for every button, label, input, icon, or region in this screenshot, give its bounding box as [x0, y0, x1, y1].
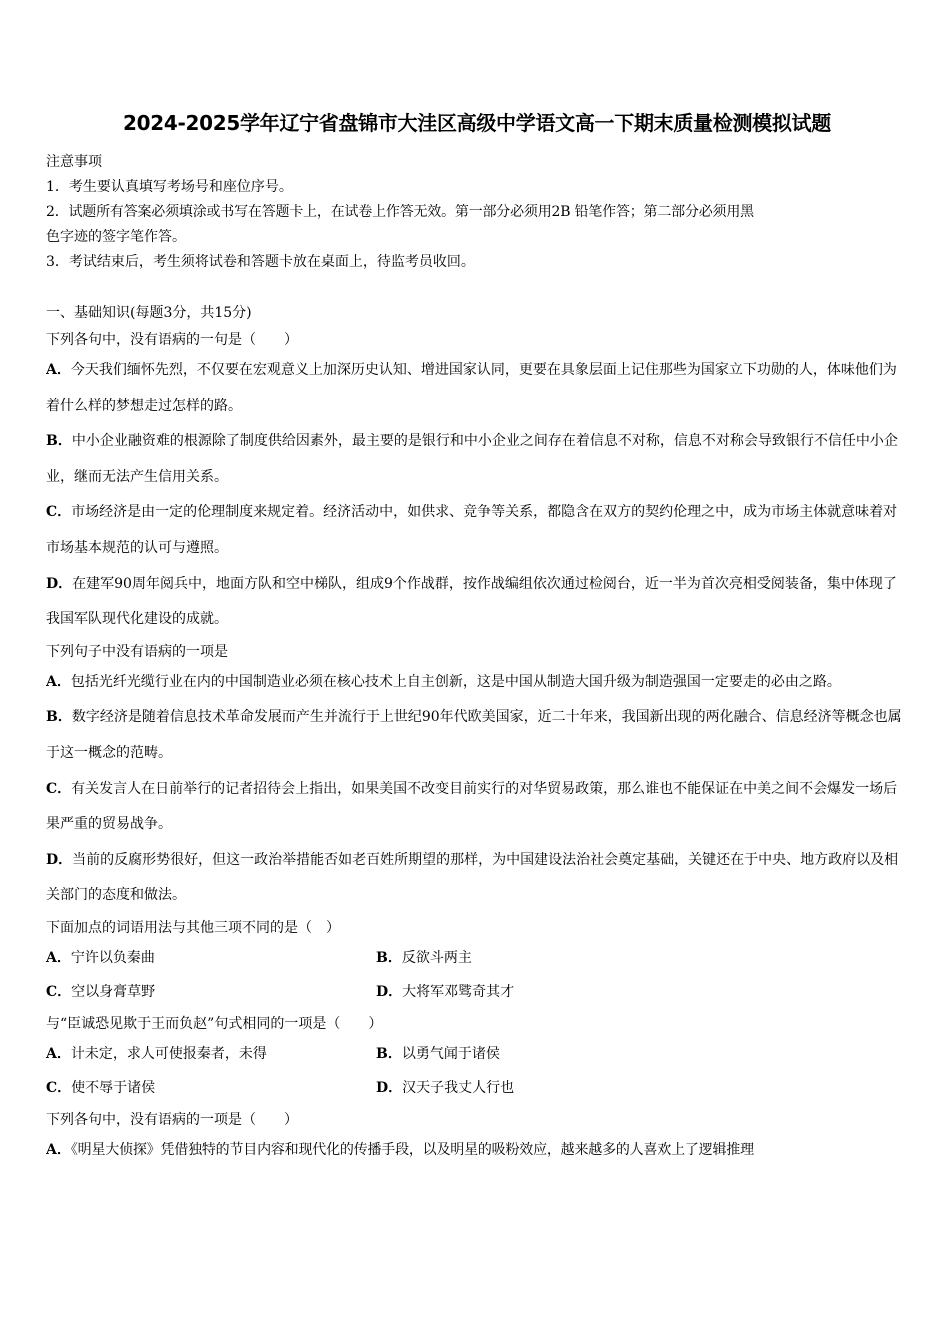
question-stem: 下列各句中，没有语病的一句是（ ）	[46, 332, 298, 348]
option-label: A．	[46, 1141, 71, 1158]
option-label: D．	[46, 851, 73, 868]
option-row	[46, 975, 908, 1010]
option	[46, 772, 908, 843]
notice-item: 2．试题所有答案必须填涂或书写在答题卡上，在试卷上作答无效。第一部分必须用2B 铅笔作答；第二部分必须用黑	[46, 204, 754, 220]
option-label: C．	[46, 1080, 72, 1097]
option	[46, 1071, 376, 1106]
option	[46, 700, 908, 771]
option	[376, 941, 472, 976]
option	[46, 843, 908, 914]
option	[46, 941, 376, 976]
option-text: 包括光纤光缆行业在内的中国制造业必须在核心技术上自主创新，这是中国从制造大国升级为制造强国一定要走的必由之路。	[70, 673, 841, 690]
option-label: A．	[46, 949, 71, 966]
option-label: D．	[376, 984, 403, 1001]
option-text: 使不辱于诸侯	[71, 1080, 156, 1097]
option-label: C．	[46, 780, 72, 797]
option-label: D．	[46, 575, 73, 592]
option-text: 数字经济是随着信息技术革命发展而产生并流行于上世纪90年代欧美国家，近二十年来，我国新出现的两化融合、信息经济等概念也属于这一概念的范畴。	[46, 709, 902, 761]
notice-item: 3．考试结束后，考生须将试卷和答题卡放在桌面上，待监考员收回。	[46, 254, 475, 270]
option	[46, 495, 908, 566]
question-stem: 下列各句中，没有语病的一项是（ ）	[46, 1111, 298, 1128]
option	[376, 975, 514, 1010]
option	[46, 567, 908, 638]
option-label: B．	[46, 709, 72, 726]
option-label: B．	[46, 433, 72, 450]
option	[46, 353, 908, 424]
option	[46, 1133, 908, 1169]
option-text: 中小企业融资难的根源除了制度供给因素外，最主要的是银行和中小企业之间存在着信息不对称，信息不对称会导致银行不信任中小企业，继而无法产生信用关系。	[46, 433, 898, 485]
notice-item: 色字迹的签字笔作答。	[46, 229, 186, 245]
option-label: A．	[46, 673, 71, 690]
option-text: 有关发言人在日前举行的记者招待会上指出，如果美国不改变目前实行的对华贸易政策，那么谁也不能保证在中美之间不会爆发一场后果严重的贸易战争。	[46, 780, 898, 833]
option	[46, 975, 376, 1010]
option	[376, 1037, 500, 1072]
option-text: 在建军90周年阅兵中，地面方队和空中梯队，组成9个作战群，按作战编组依次通过检阅台，近一半为首次亮相受阅装备，集中体现了我国军队现代化建设的成就。	[46, 575, 897, 628]
option	[46, 1037, 376, 1072]
question-stem: 下列句子中没有语病的一项是	[46, 643, 228, 660]
option	[46, 665, 908, 701]
option-label: B．	[376, 949, 402, 966]
option-text: 大将军邓骘奇其才	[402, 984, 515, 1001]
option-text: 计未定，求人可使报秦者，未得	[70, 1045, 267, 1062]
page-title: 2024-2025学年辽宁省盘锦市大洼区高级中学语文高一下期末质量检测模拟试题	[123, 111, 831, 135]
option-text: 反欲斗两主	[401, 949, 472, 966]
option-row	[46, 1037, 908, 1072]
option-label: A．	[46, 362, 71, 378]
option-label: B．	[376, 1045, 402, 1062]
section-heading: 一、基础知识(每题3分，共15分)	[46, 305, 252, 321]
option-text: 市场经济是由一定的伦理制度来规定着。经济活动中，如供求、竞争等关系，都隐含在双方的契约伦理之中，成为市场主体就意味着对市场基本规范的认可与遵照。	[46, 504, 898, 556]
exam-page	[46, 108, 908, 1169]
option-text: 以勇气闻于诸侯	[401, 1045, 500, 1062]
option-text: 汉天子我丈人行也	[402, 1080, 515, 1097]
option-text: 空以身膏草野	[71, 984, 156, 1001]
option-text: 《明星大侦探》凭借独特的节目内容和现代化的传播手段，以及明星的吸粉效应，越来越多的人喜欢上了逻辑推理	[70, 1141, 754, 1158]
option-label: A．	[46, 1045, 71, 1062]
question-stem: 与“臣诚恐见欺于王而负赵”句式相同的一项是（ ）	[46, 1015, 383, 1032]
option-row	[46, 941, 908, 976]
option-row	[46, 1071, 908, 1106]
option-text: 今天我们缅怀先烈，不仅要在宏观意义上加深历史认知、增进国家认同，更要在具象层面上记住那些为国家立下功勋的人，体味他们为着什么样的梦想走过怎样的路。	[46, 362, 897, 414]
notice-item: 1．考生要认真填写考场号和座位序号。	[46, 179, 293, 195]
option-label: C．	[46, 984, 72, 1001]
notice-block	[46, 150, 908, 275]
option	[376, 1071, 514, 1106]
question-stem: 下面加点的词语用法与其他三项不同的是（ ）	[46, 919, 340, 936]
notice-heading: 注意事项	[46, 154, 102, 170]
option	[46, 424, 908, 495]
option-text: 当前的反腐形势很好，但这一政治举措能否如老百姓所期望的那样，为中国建设法治社会奠定基础，关键还在于中央、地方政府以及相关部门的态度和做法。	[46, 851, 899, 904]
option-label: D．	[376, 1080, 403, 1097]
option-label: C．	[46, 504, 72, 521]
option-text: 宁许以负秦曲	[70, 949, 155, 966]
